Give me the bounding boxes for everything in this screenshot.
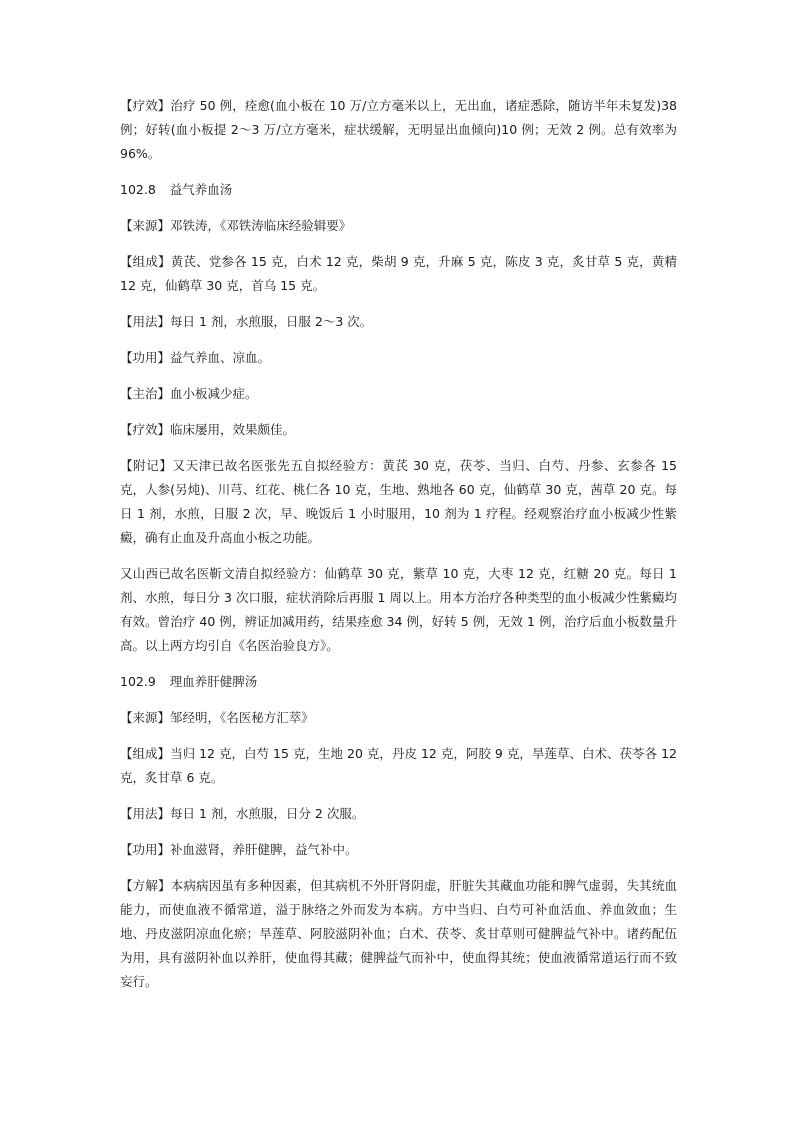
paragraph-text: 邓铁涛，《邓铁涛临床经验辑要》 [170, 218, 352, 233]
section-tag: 【来源】 [120, 218, 171, 233]
section-title: 益气养血汤 [169, 182, 233, 197]
section-number: 102.9 [120, 674, 156, 689]
paragraph-appendix [120, 454, 677, 550]
paragraph-text: 补血滋肾，养肝健脾，益气补中。 [170, 842, 358, 857]
paragraph-text: 每日 1 剂，水煎服，日服 2～3 次。 [170, 314, 373, 329]
document-page [120, 94, 677, 1006]
paragraph-efficacy-2 [120, 418, 677, 442]
paragraph-text: 血小板减少症。 [170, 386, 258, 401]
paragraph-composition [120, 250, 677, 298]
section-tag: 【疗效】 [120, 422, 171, 437]
paragraph-usage [120, 310, 677, 334]
section-tag: 【来源】 [120, 710, 171, 725]
paragraph-text: 黄芪、党参各 15 克，白术 12 克，柴胡 9 克，升麻 5 克，陈皮 3 克，炙甘草 5 克，黄精 12 克，仙鹤草 30 克，首乌 15 克。 [120, 254, 677, 293]
section-tag: 【功用】 [120, 350, 171, 365]
section-tag: 【组成】 [120, 254, 171, 269]
section-tag: 【功用】 [120, 842, 171, 857]
paragraph-text: 临床屡用，效果颇佳。 [170, 422, 296, 437]
paragraph-text: 每日 1 剂，水煎服，日分 2 次服。 [170, 806, 365, 821]
paragraph-function-2 [120, 838, 677, 862]
paragraph-function [120, 346, 677, 370]
section-title: 理血养肝健脾汤 [169, 674, 258, 689]
paragraph-source-2 [120, 706, 677, 730]
paragraph-composition-2 [120, 742, 677, 790]
section-tag: 【疗效】 [120, 98, 171, 113]
section-heading-102-8 [120, 178, 677, 202]
paragraph-appendix-2 [120, 562, 677, 658]
section-tag: 【方解】 [120, 878, 171, 893]
paragraph-text: 当归 12 克，白芍 15 克，生地 20 克，丹皮 12 克，阿胶 9 克，旱莲草、白术、茯苓各 12 克，炙甘草 6 克。 [120, 746, 677, 785]
paragraph-explanation [120, 874, 677, 994]
paragraph-text: 本病病因虽有多种因素，但其病机不外肝肾阴虚，肝脏失其藏血功能和脾气虚弱，失其统血能力，而使血液不循常道，溢于脉络之外而发为本病。方中当归、白芍可补血活血、养血敛血；生地、丹皮滋阴凉血化瘀；旱莲草、阿胶滋阴补血；白术、茯苓、炙甘草则可健脾益气补中。诸药配伍为用，具有滋阴补血以养肝，使血得其藏；健脾益气而补中，使血得其统；使血液循常道运行而不致妄行。 [120, 878, 677, 989]
paragraph-text: 又天津已故名医张先五自拟经验方：黄芪 30 克，茯苓、当归、白芍、丹参、玄参各 15 克，人参(另炖)、川芎、红花、桃仁各 10 克，生地、熟地各 60 克，仙鹤草 30 克，茜草 20 克。每日 1 剂，水煎，日服 2 次，早、晚饭后 1 小时服用，10 剂为 1 疗程。经观察治疗血小板减少性紫癜，确有止血及升高血小板之功能。 [120, 458, 677, 545]
paragraph-text: 益气养血、凉血。 [170, 350, 271, 365]
paragraph-text: 治疗 50 例，痊愈(血小板在 10 万/立方毫米以上，无出血，诸症悉除，随访半年未复发)38 例；好转(血小板提 2～3 万/立方毫米，症状缓解，无明显出血倾向)10 例；无效 2 例。总有效率为 96%。 [120, 98, 677, 161]
section-tag: 【用法】 [120, 314, 171, 329]
section-tag: 【主治】 [120, 386, 171, 401]
section-number: 102.8 [120, 182, 156, 197]
paragraph-usage-2 [120, 802, 677, 826]
paragraph-indication [120, 382, 677, 406]
paragraph-efficacy-1 [120, 94, 677, 166]
paragraph-source [120, 214, 677, 238]
paragraph-text: 又山西已故名医靳文清自拟经验方：仙鹤草 30 克，紫草 10 克，大枣 12 克，红糖 20 克。每日 1 剂、水煎，每日分 3 次口服，症状消除后再服 1 周以上。用本方治疗各种类型的血小板减少性紫癜均有效。曾治疗 40 例，辨证加减用药，结果痊愈 34 例，好转 5 例，无效 1 例，治疗后血小板数量升高。以上两方均引自《名医治验良方》。 [120, 566, 677, 653]
section-tag: 【组成】 [120, 746, 171, 761]
section-tag: 【附记】 [120, 458, 173, 473]
section-tag: 【用法】 [120, 806, 171, 821]
section-heading-102-9 [120, 670, 677, 694]
paragraph-text: 邹经明，《名医秘方汇萃》 [170, 710, 314, 725]
